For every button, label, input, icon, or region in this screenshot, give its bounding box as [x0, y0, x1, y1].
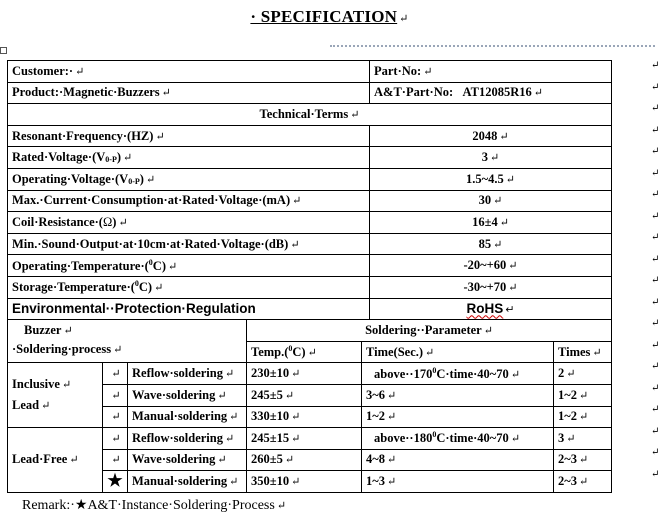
spec-label: Operating·Temperature·( — [12, 258, 149, 273]
row-end-mark: ↵ — [651, 339, 659, 351]
soldering-parameter-label: Soldering··Parameter — [365, 322, 482, 337]
paragraph-mark: ↵ — [425, 346, 435, 359]
paragraph-mark: ↵ — [145, 173, 156, 186]
paragraph-mark: ↵ — [490, 152, 500, 165]
spec-label-cell[interactable] — [8, 190, 370, 212]
spec-value-cell[interactable] — [370, 125, 612, 147]
paragraph-mark: ↵ — [399, 13, 409, 25]
paragraph-mark: ↵ — [350, 108, 360, 121]
method-label: Manual·soldering — [132, 474, 228, 489]
technical-terms-heading[interactable] — [8, 104, 612, 126]
time-value-end: C·time·40~70 — [436, 431, 509, 446]
temp-cell[interactable] — [247, 363, 362, 385]
row-end-mark: ↵ — [651, 146, 659, 157]
time-value: 1~2 — [366, 409, 386, 424]
time-cell[interactable] — [362, 471, 554, 493]
paragraph-mark: ↵ — [75, 65, 85, 78]
method-label: Wave·soldering — [132, 387, 216, 402]
paragraph-mark: ↵ — [161, 87, 171, 100]
lead-free-group[interactable] — [8, 428, 103, 493]
paragraph-mark: ↵ — [387, 389, 397, 402]
paragraph-mark: ↵ — [493, 238, 503, 251]
temp-cell[interactable] — [247, 384, 362, 406]
paragraph-mark: ↵ — [579, 476, 589, 489]
times-cell[interactable] — [554, 428, 612, 450]
soldering-process-cell[interactable] — [8, 320, 247, 363]
col-times-header[interactable] — [554, 341, 612, 363]
time-value: 3~6 — [366, 387, 386, 402]
soldering-header-row-1 — [8, 320, 612, 342]
spec-value: RoHS — [466, 301, 504, 317]
paragraph-mark: ↵ — [111, 432, 121, 445]
spec-value-cell[interactable] — [370, 147, 612, 169]
paragraph-mark: ↵ — [276, 500, 287, 512]
spec-label: Resonant·Frequency·(HZ) — [12, 128, 154, 143]
at-part-no-label: A&T·Part·No: — [374, 85, 454, 100]
paragraph-mark: ↵ — [566, 368, 576, 381]
technical-terms-label: Technical·Terms — [259, 106, 349, 121]
spec-label-cell[interactable] — [8, 233, 370, 255]
times-value: 1~2 — [558, 387, 578, 402]
spec-label-end: C) — [152, 258, 166, 273]
spec-label: Environmental··Protection·Regulation — [12, 301, 256, 317]
row-end-mark: ↵ — [651, 232, 659, 243]
spec-value-cell[interactable] — [370, 212, 612, 234]
subscript: 0-P — [128, 176, 140, 186]
paragraph-mark: ↵ — [592, 346, 602, 359]
row-end-mark: ↵ — [651, 253, 659, 265]
col-time-header[interactable] — [362, 341, 554, 363]
times-cell[interactable] — [554, 384, 612, 406]
row-end-mark: ↵ — [651, 296, 659, 308]
spec-label-end: ) — [112, 214, 117, 229]
paragraph-mark: ↵ — [291, 368, 301, 381]
spec-label-end: C) — [138, 280, 153, 295]
spec-row-min-sound-output — [8, 233, 612, 255]
paragraph-mark: ↵ — [284, 389, 295, 402]
paragraph-mark: ↵ — [579, 411, 589, 424]
paragraph-mark: ↵ — [505, 304, 515, 317]
superscript: 0 — [288, 344, 293, 354]
part-no-cell[interactable] — [370, 61, 612, 83]
spec-row-max-current — [8, 190, 612, 212]
spec-label: Storage·Temperature·( — [12, 280, 135, 295]
row-end-mark: ↵ — [651, 425, 659, 437]
times-cell[interactable] — [554, 363, 612, 385]
method-cell[interactable] — [128, 406, 247, 428]
paragraph-mark: ↵ — [63, 325, 73, 338]
paragraph-mark: ↵ — [111, 454, 121, 467]
inclusive-lead-group[interactable] — [8, 363, 103, 428]
customer-label: Customer:· — [12, 63, 74, 78]
dotted-divider — [330, 45, 655, 47]
marker-cell[interactable] — [103, 428, 128, 450]
paragraph-mark: ↵ — [41, 400, 51, 413]
time-value: 1~3 — [366, 474, 386, 489]
paragraph-mark: ↵ — [217, 389, 227, 402]
at-part-no-cell[interactable] — [370, 82, 612, 104]
paragraph-mark: ↵ — [123, 152, 133, 165]
spec-value-cell[interactable] — [370, 233, 612, 255]
table-row — [8, 363, 612, 385]
spec-label-cell[interactable] — [8, 147, 370, 169]
at-part-no-value: AT12085R16 — [462, 85, 532, 100]
paragraph-mark: ↵ — [387, 454, 397, 467]
spec-label-cell[interactable] — [8, 212, 370, 234]
paragraph-mark: ↵ — [111, 368, 121, 381]
temp-value: 260±5 — [251, 452, 283, 467]
method-label: Reflow·soldering — [132, 366, 223, 381]
soldering-process-label: ·Soldering·process — [12, 342, 112, 357]
method-cell[interactable] — [128, 471, 247, 493]
product-cell[interactable] — [8, 82, 370, 104]
paragraph-mark: ↵ — [387, 476, 397, 489]
spec-label: Min.·Sound·Output·at·10cm·at·Rated·Voltage·(dB) — [12, 236, 289, 251]
time-cell[interactable] — [362, 384, 554, 406]
marker-cell[interactable] — [103, 449, 128, 471]
spec-value-cell[interactable] — [370, 255, 612, 277]
paragraph-mark: ↵ — [284, 454, 295, 467]
spec-value-cell[interactable] — [370, 190, 612, 212]
paragraph-mark: ↵ — [290, 238, 300, 251]
spec-label-cell[interactable] — [8, 255, 370, 277]
paragraph-mark: ↵ — [579, 454, 589, 467]
row-end-mark: ↵ — [651, 189, 659, 200]
paragraph-mark: ↵ — [154, 282, 164, 295]
paragraph-mark: ↵ — [61, 379, 72, 392]
superscript: 0 — [432, 365, 437, 375]
paragraph-mark: ↵ — [217, 454, 227, 467]
paragraph-mark: ↵ — [499, 130, 509, 143]
spec-row-operating-voltage — [8, 168, 612, 190]
row-end-mark: ↵ — [651, 468, 659, 480]
ohm-symbol: Ω — [102, 214, 113, 229]
spec-label-cell[interactable] — [8, 298, 370, 320]
spec-row-environmental — [8, 298, 612, 320]
paragraph-mark: ↵ — [483, 324, 493, 337]
spec-row-rated-voltage — [8, 147, 612, 169]
paragraph-mark: ↵ — [118, 216, 128, 229]
customer-cell[interactable] — [8, 61, 370, 83]
spec-value: 1.5~4.5 — [466, 171, 504, 186]
row-end-marks — [651, 60, 659, 490]
method-cell[interactable] — [128, 449, 247, 471]
temp-value: 350±10 — [251, 474, 290, 489]
temp-cell[interactable] — [247, 449, 362, 471]
spec-value-cell[interactable] — [370, 298, 612, 320]
specification-table — [7, 60, 612, 493]
document-title — [0, 7, 659, 27]
times-cell[interactable] — [554, 449, 612, 471]
paragraph-mark: ↵ — [423, 65, 433, 78]
paragraph-mark: ↵ — [113, 344, 123, 357]
marker-cell[interactable] — [103, 363, 128, 385]
times-value: 1~2 — [558, 409, 578, 424]
paragraph-mark: ↵ — [307, 347, 317, 360]
spec-row-storage-temperature — [8, 276, 612, 298]
paragraph-mark: ↵ — [387, 411, 397, 424]
time-cell[interactable] — [362, 428, 554, 450]
spec-value: 85 — [478, 236, 492, 251]
paragraph-mark: ↵ — [566, 432, 576, 445]
spec-label: Coil·Resistance·( — [12, 214, 103, 229]
spec-label: Operating·Voltage·(V — [12, 171, 129, 186]
paragraph-mark: ↵ — [510, 368, 521, 381]
title-text: · SPECIFICATION — [250, 7, 398, 26]
paragraph-mark: ↵ — [505, 173, 515, 186]
row-end-mark: ↵ — [651, 81, 659, 93]
paragraph-mark: ↵ — [533, 87, 543, 100]
paragraph-mark: ↵ — [510, 433, 521, 446]
paragraph-mark: ↵ — [168, 260, 178, 273]
temp-cell[interactable] — [247, 471, 362, 493]
remark-text: A&T·Instance·Soldering·Process — [87, 498, 275, 513]
spec-row-operating-temperature — [8, 255, 612, 277]
spec-label-cell[interactable] — [8, 125, 370, 147]
table-row — [8, 428, 612, 450]
time-value-end: C·time·40~70 — [436, 366, 509, 381]
subscript: 0-P — [105, 155, 117, 165]
method-label: Wave·soldering — [132, 452, 216, 467]
spec-label: Max.·Current·Consumption·at·Rated·Voltage·(mA) — [12, 193, 291, 208]
paragraph-mark: ↵ — [224, 368, 235, 381]
spec-label: Rated·Voltage·(V — [12, 150, 106, 165]
paragraph-mark: ↵ — [499, 216, 509, 229]
col-temp-label-end: C) — [292, 345, 306, 360]
marker-cell[interactable] — [103, 384, 128, 406]
row-end-mark: ↵ — [651, 404, 659, 415]
star-icon: ★ — [74, 498, 88, 513]
spec-label-end: ) — [139, 171, 144, 186]
paragraph-mark: ↵ — [229, 411, 239, 424]
row-end-mark: ↵ — [651, 318, 659, 329]
times-value: 3 — [558, 430, 565, 445]
paragraph-mark: ↵ — [291, 432, 301, 445]
times-value: 2 — [558, 366, 565, 381]
times-cell[interactable] — [554, 471, 612, 493]
part-no-label: Part·No: — [374, 63, 422, 78]
method-cell[interactable] — [128, 363, 247, 385]
row-end-mark: ↵ — [651, 103, 659, 114]
paragraph-mark: ↵ — [69, 454, 79, 467]
paragraph-mark: ↵ — [579, 389, 589, 402]
spec-value: 30 — [478, 193, 492, 208]
row-end-mark: ↵ — [651, 124, 659, 136]
buzzer-label: Buzzer — [24, 323, 62, 338]
col-temp-header[interactable] — [247, 341, 362, 363]
spec-value: 3 — [481, 150, 489, 165]
method-label: Manual·soldering — [132, 409, 228, 424]
times-value: 2~3 — [558, 474, 578, 489]
row-end-mark: ↵ — [651, 210, 659, 222]
superscript: 0 — [432, 430, 437, 440]
time-cell[interactable] — [362, 363, 554, 385]
row-end-mark: ↵ — [651, 361, 659, 372]
row-end-mark: ↵ — [651, 447, 659, 458]
time-cell[interactable] — [362, 406, 554, 428]
superscript: 0 — [134, 279, 139, 289]
method-cell[interactable] — [128, 428, 247, 450]
time-value: above··180 — [374, 431, 433, 446]
method-cell[interactable] — [128, 384, 247, 406]
col-temp-label: Temp.( — [251, 345, 289, 360]
temp-value: 230±10 — [251, 366, 290, 381]
temp-cell[interactable] — [247, 406, 362, 428]
marker-cell[interactable] — [103, 406, 128, 428]
row-end-mark: ↵ — [651, 167, 659, 179]
spec-label-cell[interactable] — [8, 168, 370, 190]
lead-free-label: Lead·Free — [12, 452, 68, 467]
paragraph-mark: ↵ — [508, 260, 518, 273]
spec-value: -30~+70 — [463, 279, 507, 294]
paragraph-mark: ↵ — [155, 130, 165, 143]
temp-value: 330±10 — [251, 409, 290, 424]
method-label: Reflow·soldering — [132, 430, 223, 445]
paragraph-mark: ↵ — [291, 476, 301, 489]
spec-value-cell[interactable] — [370, 168, 612, 190]
marker-cell[interactable] — [103, 471, 128, 493]
temp-cell[interactable] — [247, 428, 362, 450]
inclusive-label: Inclusive — [12, 377, 60, 392]
spec-value: -20~+60 — [463, 258, 507, 273]
soldering-parameter-heading[interactable] — [247, 320, 612, 342]
technical-terms-row — [8, 104, 612, 126]
star-icon: ★ — [107, 470, 123, 490]
paragraph-mark: ↵ — [493, 195, 503, 208]
product-label: Product:·Magnetic·Buzzers — [12, 85, 160, 100]
row-end-mark: ↵ — [651, 275, 659, 286]
spec-value: 2048 — [472, 128, 498, 143]
spec-label-cell[interactable] — [8, 276, 370, 298]
spec-value-cell[interactable] — [370, 276, 612, 298]
paragraph-mark: ↵ — [292, 195, 302, 208]
temp-value: 245±5 — [251, 387, 283, 402]
times-cell[interactable] — [554, 406, 612, 428]
col-times-label: Times — [558, 344, 591, 359]
col-time-label: Time(Sec.) — [366, 344, 424, 359]
paragraph-mark: ↵ — [508, 281, 518, 294]
table-anchor-icon[interactable] — [0, 47, 7, 54]
paragraph-mark: ↵ — [224, 432, 235, 445]
spec-row-resonant-frequency — [8, 125, 612, 147]
superscript: 0 — [148, 257, 153, 267]
lead-label: Lead — [12, 398, 40, 413]
paragraph-mark: ↵ — [229, 476, 239, 489]
remark-line[interactable] — [22, 497, 286, 514]
temp-value: 245±15 — [251, 430, 290, 445]
spec-row-coil-resistance — [8, 212, 612, 234]
product-row — [8, 82, 612, 104]
spec-value: 16±4 — [472, 214, 498, 229]
row-end-mark: ↵ — [651, 60, 659, 71]
times-value: 2~3 — [558, 452, 578, 467]
row-end-mark: ↵ — [651, 382, 659, 394]
time-value: 4~8 — [366, 452, 386, 467]
time-value: above··170 — [374, 366, 433, 381]
time-cell[interactable] — [362, 449, 554, 471]
paragraph-mark: ↵ — [111, 411, 121, 424]
remark-label: Remark:· — [22, 498, 75, 513]
customer-row — [8, 61, 612, 83]
paragraph-mark: ↵ — [111, 389, 121, 402]
spec-label-end: ) — [116, 150, 122, 165]
paragraph-mark: ↵ — [291, 411, 301, 424]
